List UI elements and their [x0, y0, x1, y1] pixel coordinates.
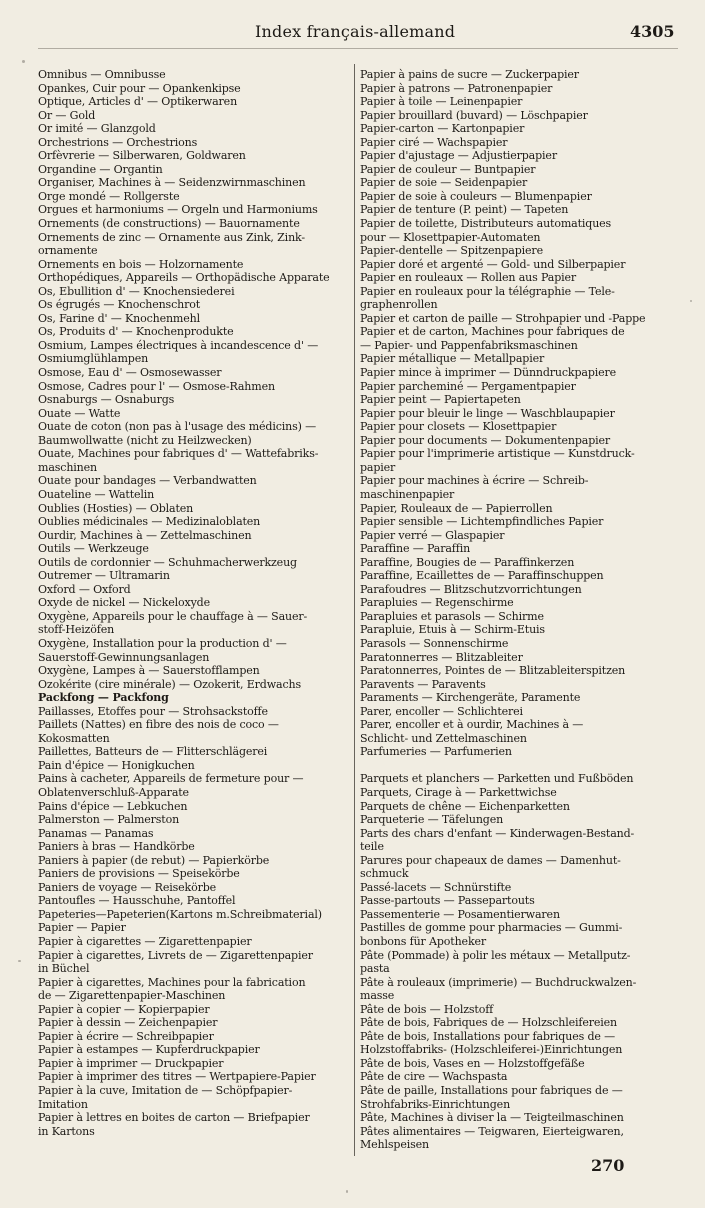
index-entry-line: Pâte de paille, Installations pour fabriques de — — [360, 1084, 623, 1098]
index-entry-line: Papier à estampes — Kupferdruckpapier — [38, 1043, 260, 1057]
index-entry-line: Papier verré — Glaspapier — [360, 528, 505, 542]
index-entry-line: Parer, encoller — Schlichterei — [360, 704, 523, 718]
index-entry-line: pour — Klosettpapier-Automaten — [360, 230, 541, 244]
index-entry-line — [360, 759, 698, 773]
index-entry-line: Papier à patrons — Patronenpapier — [360, 81, 553, 95]
index-entry-line: Ourdir, Machines à — Zettelmaschinen — [38, 528, 252, 542]
index-entry-line: Pâte de cire — Wachspasta — [360, 1070, 508, 1084]
index-entry-line: Os, Ebullition d' — Knochensiederei — [38, 284, 235, 298]
index-entry-line: Ornements de zinc — Ornamente aus Zink, Zink- — [38, 230, 305, 244]
page-header — [0, 20, 705, 46]
index-entry-line: Organdine — Organtin — [38, 162, 163, 176]
index-entry-line: in Kartons — [38, 1124, 95, 1138]
index-entry-line: Oxygène, Lampes à — Sauerstofflampen — [38, 664, 260, 678]
index-entry-line: Parts des chars d'enfant — Kinderwagen-Bestand- — [360, 826, 635, 840]
index-entry-line: masse — [360, 989, 395, 1003]
index-entry-line: Parapluie, Etuis à — Schirm-Etuis — [360, 623, 545, 637]
index-entry-line: Papier à écrire — Schreibpapier — [38, 1029, 214, 1043]
index-entry-line: Os égrugés — Knochenschrot — [38, 298, 201, 312]
index-entry-line: Parquets de chêne — Eichenparketten — [360, 799, 570, 813]
left-index-column — [38, 68, 350, 1138]
index-entry-line: maschinen — [38, 460, 97, 474]
index-entry-line: Optique, Articles d' — Optikerwaren — [38, 95, 238, 109]
index-entry-line: Paniers de provisions — Speisekörbe — [38, 867, 240, 881]
index-entry-line: Passe-partouts — Passepartouts — [360, 894, 535, 908]
index-entry-line: Oxford — Oxford — [38, 582, 131, 596]
index-entry-line: Parquets et planchers — Parketten und Fußböden — [360, 772, 634, 786]
index-entry-line: Ornements en bois — Holzornamente — [38, 257, 244, 271]
page-number: 4305 — [630, 22, 675, 41]
index-entry-line: Osnaburgs — Osnaburgs — [38, 393, 175, 407]
index-entry-line: Outremer — Ultramarin — [38, 569, 170, 583]
index-entry-line: Parapluies et parasols — Schirme — [360, 609, 544, 623]
column-divider — [354, 64, 355, 1156]
index-entry-line: Papier pour l'imprimerie artistique — Kunstdruck- — [360, 447, 635, 461]
index-entry-line: Palmerston — Palmerston — [38, 813, 180, 827]
index-entry-line: Papier de soie à couleurs — Blumenpapier — [360, 189, 592, 203]
running-title: Index français-allemand — [255, 22, 456, 41]
index-entry-line: Orthopédiques, Appareils — Orthopädische Apparate — [38, 271, 330, 285]
index-entry-line: Parfumeries — Parfumerien — [360, 745, 512, 759]
index-entry-line: Papier métallique — Metallpapier — [360, 352, 545, 366]
index-entry-line: Papier et carton de paille — Strohpapier und -Pappe — [360, 311, 646, 325]
header-rule — [38, 48, 678, 49]
index-entry-line: Parasols — Sonnenschirme — [360, 636, 509, 650]
index-entry-line: Papier en rouleaux pour la télégraphie — Tele- — [360, 284, 615, 298]
index-entry-line: Paillasses, Etoffes pour — Strohsackstoffe — [38, 704, 268, 718]
index-entry-line: Ouate de coton (non pas à l'usage des médicins) — — [38, 420, 317, 434]
index-entry-line: Papier à cigarettes, Machines pour la fabrication — [38, 975, 306, 989]
index-entry-line: Os, Farine d' — Knochenmehl — [38, 311, 200, 325]
paper-speck — [18, 960, 21, 962]
index-entry-line: Pâte, Machines à diviser la — Teigteilmaschinen — [360, 1111, 624, 1125]
index-entry-line: graphenrollen — [360, 298, 438, 312]
index-entry-line: Papier à imprimer — Druckpapier — [38, 1056, 224, 1070]
index-entry-line: Osmose, Cadres pour l' — Osmose-Rahmen — [38, 379, 275, 393]
index-entry-line: Papier pour machines à écrire — Schreib- — [360, 474, 589, 488]
paper-speck — [22, 60, 25, 63]
index-entry-line: Paillets (Nattes) en fibre des nois de coco — — [38, 718, 279, 732]
index-entry-line: Orgues et harmoniums — Orgeln und Harmoniums — [38, 203, 318, 217]
index-entry-line: Papier pour documents — Dokumentenpapier — [360, 433, 611, 447]
index-entry-line: Passementerie — Posamentierwaren — [360, 907, 560, 921]
index-entry-line: Orchestrions — Orchestrions — [38, 135, 198, 149]
index-entry-line: de — Zigarettenpapier-Maschinen — [38, 989, 226, 1003]
index-entry-line: Paratonnerres — Blitzableiter — [360, 650, 523, 664]
index-entry-line: Papier en rouleaux — Rollen aus Papier — [360, 271, 577, 285]
index-entry-line: Ouate — Watte — [38, 406, 121, 420]
index-entry-line: Paillettes, Batteurs de — Flitterschlägerei — [38, 745, 268, 759]
index-entry-line: Papier brouillard (buvard) — Löschpapier — [360, 108, 588, 122]
index-entry-line: Schlicht- und Zettelmaschinen — [360, 731, 527, 745]
index-entry-line: Papier pour closets — Klosettpapier — [360, 420, 557, 434]
index-entry-line: Outils — Werkzeuge — [38, 542, 149, 556]
index-entry-line: Oublies médicinales — Medizinaloblaten — [38, 515, 261, 529]
index-entry-line: Osmose, Eau d' — Osmosewasser — [38, 366, 222, 380]
index-entry-line: Ouate, Machines pour fabriques d' — Wattefabriks- — [38, 447, 319, 461]
index-entry-line: teile — [360, 840, 384, 854]
index-entry-line: Pâte de bois, Installations pour fabriques de — — [360, 1029, 616, 1043]
index-entry-line: Paraments — Kirchengeräte, Paramente — [360, 691, 581, 705]
index-entry-line: Outils de cordonnier — Schuhmacherwerkzeug — [38, 555, 297, 569]
index-entry-line: Pâtes alimentaires — Teigwaren, Eierteigwaren, — [360, 1124, 624, 1138]
index-entry-line: Papier à cigarettes, Livrets de — Zigarettenpapier — [38, 948, 313, 962]
index-entry-line: Paniers à papier (de rebut) — Papierkörbe — [38, 853, 270, 867]
index-entry-line: maschinenpapier — [360, 487, 455, 501]
index-entry-line: Os, Produits d' — Knochenprodukte — [38, 325, 234, 339]
index-entry-line: bonbons für Apotheker — [360, 935, 487, 948]
index-entry-line: Papier de soie — Seidenpapier — [360, 176, 528, 190]
index-entry-line: Parures pour chapeaux de dames — Damenhut- — [360, 853, 621, 867]
index-entry-line: Paraffine, Bougies de — Paraffinkerzen — [360, 555, 575, 569]
index-entry-line: Ozokérite (cire minérale) — Ozokerit, Erdwachs — [38, 677, 301, 691]
index-entry-line: Packfong — Packfong — [38, 691, 169, 705]
index-entry-line: Mehlspeisen — [360, 1138, 429, 1152]
index-entry-line: Papier à pains de sucre — Zuckerpapier — [360, 68, 579, 81]
index-entry-line: Osmium, Lampes électriques à incandescence d' — — [38, 338, 319, 352]
paper-speck — [690, 300, 692, 302]
index-entry-line: ornamente — [38, 244, 98, 258]
index-entry-line: Papier pour bleuir le linge — Waschblaupapier — [360, 406, 615, 420]
index-entry-line: Papier de tenture (P. peint) — Tapeten — [360, 203, 569, 217]
index-entry-line: Papier de couleur — Buntpapier — [360, 162, 536, 176]
index-entry-line: in Büchel — [38, 962, 90, 976]
index-entry-line: Or — Gold — [38, 108, 96, 122]
index-entry-line: Papier peint — Papiertapeten — [360, 393, 521, 407]
index-entry-line: Papier de toilette, Distributeurs automatiques — [360, 217, 612, 231]
index-entry-line: Papier à la cuve, Imitation de — Schöpfpapier- — [38, 1084, 293, 1098]
index-entry-line: Oblatenverschluß-Apparate — [38, 785, 189, 799]
index-entry-line: Papier doré et argenté — Gold- und Silberpapier — [360, 257, 626, 271]
index-entry-line: Pâte de bois — Holzstoff — [360, 1002, 494, 1016]
index-entry-line: Pâte à rouleaux (imprimerie) — Buchdruckwalzen- — [360, 975, 637, 989]
index-entry-line: Pastilles de gomme pour pharmacies — Gummi- — [360, 921, 623, 935]
index-entry-line: Paniers de voyage — Reisekörbe — [38, 880, 217, 894]
sheet-number: 270 — [591, 1156, 625, 1175]
index-entry-line: Oxygène, Installation pour la production d' — — [38, 636, 287, 650]
index-entry-line: — Papier- und Pappenfabriksmaschinen — [360, 338, 578, 352]
index-entry-line: Orge mondé — Rollgerste — [38, 189, 180, 203]
index-entry-line: Orfèvrerie — Silberwaren, Goldwaren — [38, 149, 246, 163]
index-entry-line: Omnibus — Omnibusse — [38, 68, 166, 81]
index-entry-line: Papier à copier — Kopierpapier — [38, 1002, 210, 1016]
index-entry-line: Pâte de bois, Vases en — Holzstoffgefäße — [360, 1056, 585, 1070]
index-entry-line: Papier sensible — Lichtempfindliches Papier — [360, 515, 604, 529]
index-entry-line: Sauerstoff-Gewinnungsanlagen — [38, 650, 210, 664]
index-entry-line: Papier et de carton, Machines pour fabriques de — [360, 325, 625, 339]
index-entry-line: Papier d'ajustage — Adjustierpapier — [360, 149, 557, 163]
paper-speck — [346, 1190, 348, 1193]
index-entry-line: pasta — [360, 962, 390, 976]
index-entry-line: Parer, encoller et à ourdir, Machines à — — [360, 718, 584, 732]
index-entry-line: Paraffine, Ecaillettes de — Paraffinschuppen — [360, 569, 604, 583]
index-entry-line: schmuck — [360, 867, 409, 881]
index-entry-line: Pains d'épice — Lebkuchen — [38, 799, 188, 813]
index-entry-line: Imitation — [38, 1097, 88, 1111]
index-entry-line: Papier à toile — Leinenpapier — [360, 95, 523, 109]
index-entry-line: Papier ciré — Wachspapier — [360, 135, 508, 149]
index-entry-line: Paniers à bras — Handkörbe — [38, 840, 195, 854]
index-entry-line: Panamas — Panamas — [38, 826, 154, 840]
right-index-column — [360, 68, 698, 1152]
index-entry-line: Oublies (Hosties) — Oblaten — [38, 501, 194, 515]
index-entry-line: Oxyde de nickel — Nickeloxyde — [38, 596, 210, 610]
index-entry-line: Pantoufles — Hausschuhe, Pantoffel — [38, 894, 236, 908]
index-entry-line: Paravents — Paravents — [360, 677, 486, 691]
index-entry-line: Ouate pour bandages — Verbandwatten — [38, 474, 257, 488]
index-entry-line: Papier-carton — Kartonpapier — [360, 122, 525, 136]
index-entry-line: Pâte (Pommade) à polir les métaux — Metallputz- — [360, 948, 631, 962]
index-entry-line: Ornements (de constructions) — Bauornamente — [38, 217, 300, 231]
index-entry-line: Organiser, Machines à — Seidenzwirnmaschinen — [38, 176, 306, 190]
index-entry-line: Baumwollwatte (nicht zu Heilzwecken) — [38, 433, 252, 447]
index-entry-line: Parapluies — Regenschirme — [360, 596, 514, 610]
index-entry-line: Osmiumglühlampen — [38, 352, 149, 366]
index-entry-line: Holzstoffabriks- (Holzschleiferei-)Einrichtungen — [360, 1043, 623, 1057]
index-entry-line: Parquets, Cirage à — Parkettwichse — [360, 785, 557, 799]
index-entry-line: Papier à lettres en boites de carton — Briefpapier — [38, 1111, 310, 1125]
index-entry-line: papier — [360, 460, 396, 474]
index-entry-line: Pains à cacheter, Appareils de fermeture pour — — [38, 772, 304, 786]
index-entry-line: Or imité — Glanzgold — [38, 122, 156, 136]
index-entry-line: Papeteries—Papeterien(Kartons m.Schreibmaterial) — [38, 907, 322, 921]
index-entry-line: Passé-lacets — Schnürstifte — [360, 880, 512, 894]
index-entry-line: Papier mince à imprimer — Dünndruckpapiere — [360, 366, 617, 380]
index-entry-line: Papier — Papier — [38, 921, 126, 935]
index-entry-line: Papier-dentelle — Spitzenpapiere — [360, 244, 543, 258]
index-entry-line: Opankes, Cuir pour — Opankenkipse — [38, 81, 241, 95]
index-entry-line: Papier parcheminé — Pergamentpapier — [360, 379, 576, 393]
index-entry-line: Parqueterie — Täfelungen — [360, 813, 504, 827]
index-entry-line: Ouateline — Wattelin — [38, 487, 155, 501]
index-entry-line: Papier à imprimer des titres — Wertpapiere-Papier — [38, 1070, 316, 1084]
index-entry-line: Strohfabriks-Einrichtungen — [360, 1097, 511, 1111]
index-entry-line: Parafoudres — Blitzschutzvorrichtungen — [360, 582, 582, 596]
index-entry-line: Papier à dessin — Zeichenpapier — [38, 1016, 218, 1030]
index-entry-line: stoff-Heizöfen — [38, 623, 115, 637]
index-entry-line: Paratonnerres, Pointes de — Blitzableiterspitzen — [360, 664, 626, 678]
index-entry-line: Papier à cigarettes — Zigarettenpapier — [38, 935, 252, 948]
index-entry-line: Kokosmatten — [38, 731, 110, 745]
index-entry-line: Papier, Rouleaux de — Papierrollen — [360, 501, 553, 515]
index-entry-line: Oxygène, Appareils pour le chauffage à — Sauer- — [38, 609, 308, 623]
index-entry-line: Paraffine — Paraffin — [360, 542, 471, 556]
index-entry-line: Pain d'épice — Honigkuchen — [38, 758, 195, 772]
index-entry-line: Pâte de bois, Fabriques de — Holzschleifereien — [360, 1016, 617, 1030]
